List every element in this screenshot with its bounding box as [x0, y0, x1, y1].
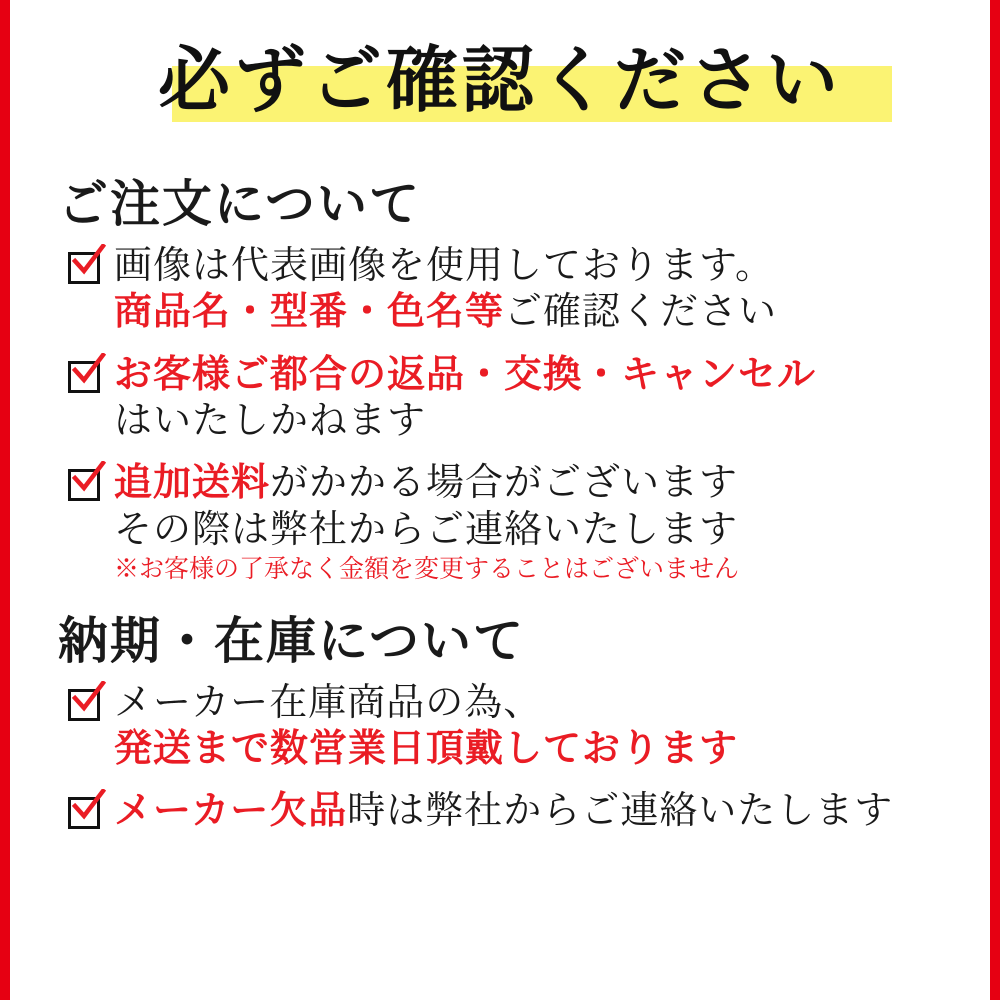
right-red-border — [990, 0, 1000, 1000]
list-item — [66, 459, 960, 584]
plain-text: 時は弊社からご連絡いたします — [347, 788, 894, 833]
section-heading-orders: ご注文について — [58, 174, 421, 233]
list-item-line: 画像は代表画像を使用しております。 — [114, 243, 774, 287]
list-item-line — [114, 459, 960, 505]
checkbox-checked-icon — [66, 357, 106, 397]
list-item-text — [114, 459, 960, 584]
checkbox-checked-icon — [66, 685, 106, 725]
emphasis-text: 商品名・型番・色名等 — [114, 288, 505, 334]
checkbox-checked-icon — [66, 793, 106, 833]
list-item-text — [114, 242, 960, 335]
emphasis-text: 追加送料 — [114, 459, 271, 505]
plain-text: がかかる場合がございます — [270, 460, 739, 505]
title-banner — [40, 26, 960, 146]
emphasis-text: メーカー欠品 — [114, 787, 348, 833]
list-item-text — [114, 787, 960, 833]
list-item — [66, 351, 960, 444]
section-heading-delivery: 納期・在庫について — [58, 610, 525, 670]
list-item-note: ※お客様の了承なく金額を変更することはございません — [114, 554, 740, 584]
list-item-line: お客様ご都合の返品・交換・キャンセル — [114, 350, 817, 396]
page-title: 必ずご確認ください — [157, 37, 842, 122]
list-item-line: メーカー在庫商品の為、 — [114, 679, 543, 724]
list-item-line: その際は弊社からご連絡いたします — [114, 506, 739, 551]
left-red-border — [0, 0, 10, 1000]
list-item-text — [114, 679, 960, 772]
plain-text: ご確認ください — [504, 289, 778, 334]
list-item-line — [114, 787, 960, 833]
checkbox-checked-icon — [66, 465, 106, 505]
list-item-line: 発送まで数営業日頂戴しております — [114, 725, 739, 771]
list-item-text — [114, 351, 960, 444]
list-item-line: はいたしかねます — [114, 398, 427, 443]
list-item-line — [114, 288, 960, 334]
notice-content — [10, 0, 990, 1000]
checkbox-checked-icon — [66, 248, 106, 288]
list-item — [66, 242, 960, 335]
list-item — [66, 787, 960, 833]
list-item — [66, 679, 960, 772]
